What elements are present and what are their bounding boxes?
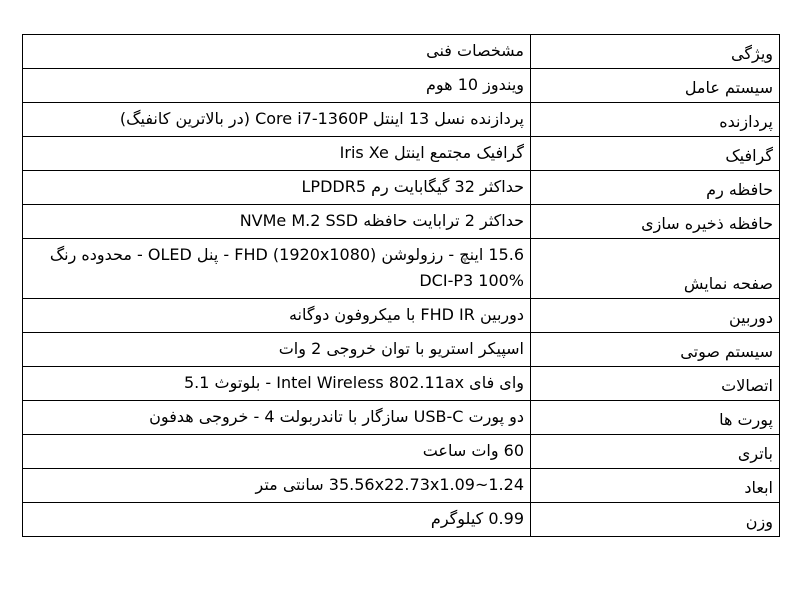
feature-graphics: گرافیک — [531, 137, 780, 171]
table-row — [23, 239, 780, 299]
value-os: ویندوز 10 هوم — [23, 69, 531, 103]
table-row — [23, 171, 780, 205]
value-camera: دوربین FHD IR با میکروفون دوگانه — [23, 299, 531, 333]
table-row — [23, 469, 780, 503]
feature-battery: باتری — [531, 435, 780, 469]
feature-cpu: پردازنده — [531, 103, 780, 137]
value-audio: اسپیکر استریو با توان خروجی 2 وات — [23, 333, 531, 367]
value-connectivity: وای فای Intel Wireless 802.11ax - بلوتوث 5.1 — [23, 367, 531, 401]
table-row — [23, 367, 780, 401]
value-storage: حداکثر 2 ترابایت حافظه NVMe M.2 SSD — [23, 205, 531, 239]
header-feature: ویژگی — [531, 35, 780, 69]
feature-storage: حافظه ذخیره سازی — [531, 205, 780, 239]
table-row — [23, 401, 780, 435]
value-ports: دو پورت USB-C سازگار با تاندربولت 4 - خروجی هدفون — [23, 401, 531, 435]
table-row — [23, 69, 780, 103]
value-ram: حداکثر 32 گیگابایت رم LPDDR5 — [23, 171, 531, 205]
feature-weight: وزن — [531, 503, 780, 537]
table-row — [23, 137, 780, 171]
value-weight: 0.99 کیلوگرم — [23, 503, 531, 537]
table-row — [23, 103, 780, 137]
table-row — [23, 205, 780, 239]
value-dimensions: 35.56x22.73x1.09~1.24 سانتی متر — [23, 469, 531, 503]
table-row — [23, 299, 780, 333]
value-display: 15.6 اینچ - رزولوشن FHD (1920x1080) - پنل OLED - محدوده رنگ DCI-P3 100% — [23, 239, 531, 299]
feature-ports: پورت ها — [531, 401, 780, 435]
table-row — [23, 435, 780, 469]
value-battery: 60 وات ساعت — [23, 435, 531, 469]
table-header-row — [23, 35, 780, 69]
feature-os: سیستم عامل — [531, 69, 780, 103]
feature-dimensions: ابعاد — [531, 469, 780, 503]
value-cpu: پردازنده نسل 13 اینتل Core i7-1360P (در بالاترین کانفیگ) — [23, 103, 531, 137]
feature-ram: حافظه رم — [531, 171, 780, 205]
feature-connectivity: اتصالات — [531, 367, 780, 401]
header-spec: مشخصات فنی — [23, 35, 531, 69]
feature-audio: سیستم صوتی — [531, 333, 780, 367]
feature-display: صفحه نمایش — [531, 239, 780, 299]
table-row — [23, 503, 780, 537]
table-row — [23, 333, 780, 367]
specs-table — [22, 34, 780, 537]
value-graphics: گرافیک مجتمع اینتل Iris Xe — [23, 137, 531, 171]
feature-camera: دوربین — [531, 299, 780, 333]
